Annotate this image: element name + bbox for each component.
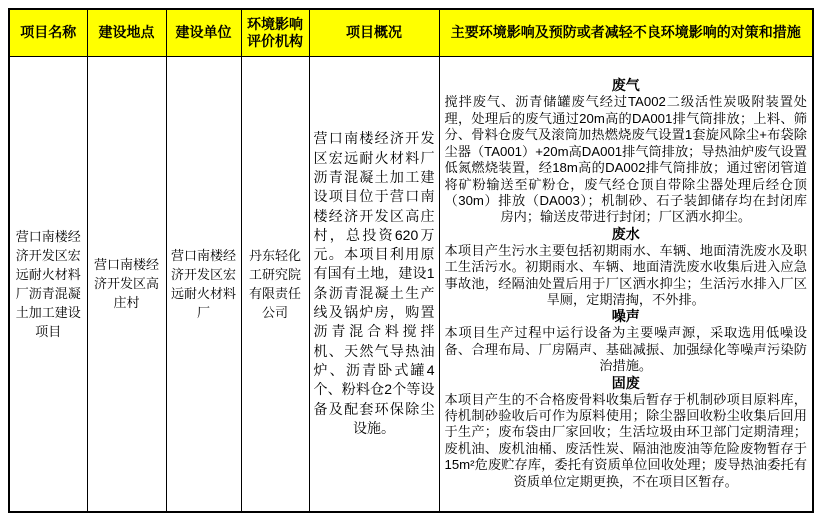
cell-project-name: 营口南楼经济开发区宏远耐火材料厂沥青混凝土加工建设项目 (9, 56, 87, 512)
measure-section-solid-waste (445, 375, 808, 490)
solid-waste-heading: 固废 (611, 374, 640, 391)
table-row (9, 56, 813, 512)
measure-section-waste-gas (445, 77, 808, 225)
cell-location: 营口南楼经济开发区高庄村 (87, 56, 166, 512)
cell-project-overview: 营口南楼经济开发区宏远耐火材料厂沥青混凝土加工建设项目位于营口南楼经济开发区高庄村，总投资620万元。本项目利用原有国有土地，建设1条沥青混凝土生产线及锅炉房，购置沥青混合料搅拌机、天然气导热油炉、沥青卧式罐4个、粉料仓2个等设备及配套环保除尘设施。 (309, 56, 439, 512)
column-header-measures: 主要环境影响及预防或者减轻不良环境影响的对策和措施 (439, 9, 813, 56)
cell-builder: 营口南楼经济开发区宏远耐火材料厂 (166, 56, 241, 512)
table-header-row (9, 9, 813, 56)
noise-heading: 噪声 (611, 308, 640, 325)
measure-section-waste-water (445, 226, 808, 309)
waste-water-text: 本项目产生污水主要包括初期雨水、车辆、地面清洗废水及职工生活污水。初期雨水、车辆、地面清洗废水收集后进入应急事故池，经隔油处置后用于厂区洒水抑尘；生活污水排入厂区旱厕，定期清掏，不外排。 (444, 242, 807, 307)
waste-gas-text: 搅拌废气、沥青储罐废气经过TA002二级活性炭吸附装置处理，处理后的废气通过20m高的DA001排气筒排放；上料、筛分、骨料仓废气及滚筒加热燃烧废气设置1套旋风除尘+布袋除尘器（TA001）+20m高DA001排气筒排放；导热油炉废气设置低氮燃烧装置，经18m高的DA002排气筒排放；通过密闭管道将矿粉输送至矿粉仓，废气经仓顶自带除尘器处理后经仓顶（30m）排放（DA003）；机制砂、石子装卸储存均在封闭库房内；输送皮带进行封闭；厂区洒水抑尘。 (444, 94, 807, 225)
waste-water-heading: 废水 (611, 225, 640, 242)
solid-waste-text: 本项目产生的不合格废骨料收集后暂存于机制砂项目原料库，待机制砂验收后可作为原料使用；除尘器回收粉尘收集后回用于生产；废布袋由厂家回收；生活垃圾由环卫部门定期清理；废机油、废机油桶、废活性炭、隔油池废油等危险废物暂存于15m²危废贮存库，委托有资质单位回收处理；废导热油委托有资质单位定期更换，不在项目区暂存。 (444, 391, 807, 489)
cell-eia-agency: 丹东轻化工研究院有限责任公司 (241, 56, 309, 512)
eia-approval-table (8, 8, 814, 513)
measure-section-noise (445, 308, 808, 374)
noise-text: 本项目生产过程中运行设备为主要噪声源，采取选用低噪设备、合理布局、厂房隔声、基础减振、加强绿化等噪声污染防治措施。 (444, 325, 807, 374)
column-header-eia-agency: 环境影响评价机构 (241, 9, 309, 56)
eia-notice-table-container (8, 8, 814, 513)
column-header-overview: 项目概况 (309, 9, 439, 56)
cell-measures (439, 56, 813, 512)
waste-gas-heading: 废气 (611, 77, 640, 94)
column-header-project-name: 项目名称 (9, 9, 87, 56)
column-header-builder: 建设单位 (166, 9, 241, 56)
column-header-location: 建设地点 (87, 9, 166, 56)
